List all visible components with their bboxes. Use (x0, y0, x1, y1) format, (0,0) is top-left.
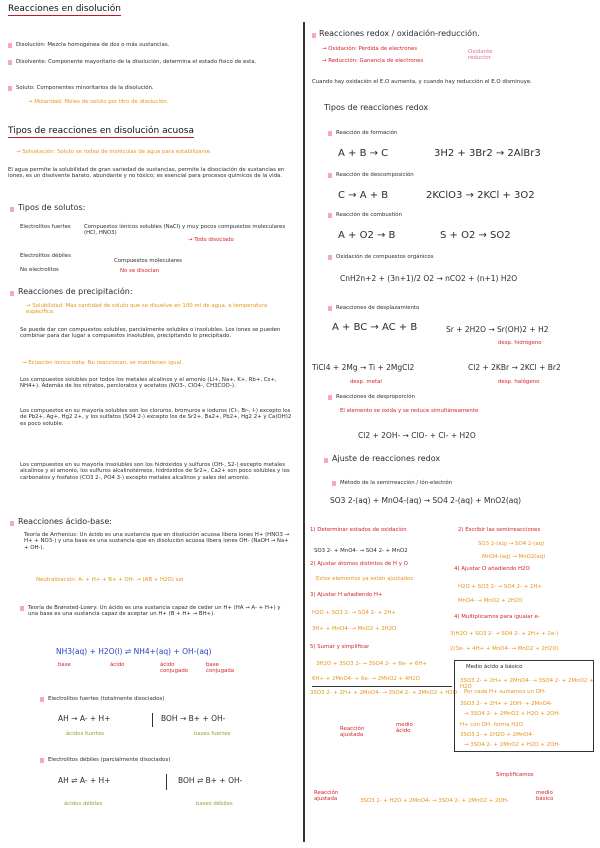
oxidante-reductor: Oxidante reductor (468, 49, 493, 62)
medio-line-7: → 3SO4 2- + 2MnO2 + H2O + 2OH- (464, 742, 561, 748)
step-4-multiplicar: 4) Multiplicamos para igualar e- (454, 614, 540, 620)
agua-text: El agua permite la solubilidad de gran variedad de sustancias, permite la disociación de sustancias en iones, es un disolvente barato, abundante y no tóxico; es esencial para procesos químicos de la vida. (8, 167, 285, 180)
bullet-icon (20, 606, 24, 611)
medio-line-2: Por cada H+ sumamos un OH- (464, 689, 546, 695)
semi-eq-a: SO3 2-(aq) → SO4 2-(aq) (478, 541, 545, 547)
molaridad-note: → Molaridad: Moles de soluto por litro de disolución. (28, 99, 169, 105)
organicos-eq: CnH2n+2 + (3n+1)/2 O2 → nCO2 + (n+1) H2O (340, 274, 518, 283)
neutralizacion-eq: Neutralización: A- + H+ + B+ + OH- → (AB + H2O) sal (36, 577, 184, 583)
fuertes-title: Electrolitos fuertes (totalmente disociados) (48, 696, 165, 702)
medio-line-3: 3SO3 2- + 2H+ + 2OH- + 2MnO4- (460, 701, 553, 707)
bullet-icon (10, 291, 14, 296)
desp-metal-label: desp. metal (350, 379, 382, 385)
title-tipos-reacciones: Tipos de reacciones en disolución acuosa (8, 126, 194, 136)
desplazamiento-eq-halogeno: Cl2 + 2KBr → 2KCl + Br2 (468, 363, 561, 372)
bullet-icon (10, 207, 14, 212)
simplificamos-label: Simplificamos (496, 772, 534, 778)
bullet-icon (332, 481, 336, 486)
bullet-icon (328, 306, 332, 311)
desp-hidrogeno-label: desp. hidrógeno (498, 340, 542, 346)
reaccion-ajustada-label: Reacción ajustada (340, 726, 365, 739)
descomposicion-eq-general: C → A + B (338, 190, 389, 201)
nh3-equation: NH3(aq) + H2O(l) ⇌ NH4+(aq) + OH-(aq) (56, 647, 212, 656)
mult-eq-a: 3(H2O + SO3 2- → SO4 2- + 2H+ + 2e-) (450, 631, 559, 637)
def-disolvente: Disolvente: Componente mayoritario de la disolución, determina el estado físico de esta. (16, 59, 257, 65)
mult-eq-b: 2(3e- + 4H+ + MnO4- → MnO2 + 2H2O) (450, 646, 559, 652)
medio-acido-label: medio ácido (396, 722, 413, 735)
bullet-icon (328, 213, 332, 218)
oxidacion-def: → Oxidación: Pérdida de electrones (322, 46, 418, 52)
cuando-text: Cuando hay oxidación el E.O aumenta, y cuando hay reducción el E.O disminuye. (312, 79, 532, 85)
reduccion-def: → Reducción: Ganancia de electrones (322, 58, 424, 64)
desplazamiento-eq-metal: TiCl4 + 2Mg → Ti + 2MgCl2 (312, 363, 415, 372)
debiles-eq-acid: AH ⇌ A- + H+ (58, 776, 111, 785)
reaccion-ajustada-label-2: Reacción ajustada (314, 790, 339, 803)
bronsted-text: Teoría de Brønsted-Lowry: Un ácido es una sustancia capaz de ceder un H+ (HA → A- + H+) y una base es una sustancia capaz de aceptar un H+ (B + H+ → BH+). (28, 605, 281, 618)
medio-line-6: 3SO3 2- + 2H2O + 2MnO4- (460, 732, 534, 738)
label-acido-conjugado: ácido conjugado (160, 662, 189, 675)
fuertes-eq-base: BOH → B+ + OH- (161, 714, 226, 723)
no-se-disocian: No se disocian (120, 268, 160, 274)
bullet-icon (328, 131, 332, 136)
bullet-icon (40, 758, 44, 763)
bullet-icon (328, 173, 332, 178)
step-5: 5) Sumar y simplificar (310, 644, 370, 650)
desplazamiento-eq-hidrogeno: Sr + 2H2O → Sr(OH)2 + H2 (446, 325, 549, 334)
bullet-icon (312, 33, 316, 38)
step-4-eq-a: H2O + SO3 2- → SO4 2- + 2H+ (458, 584, 542, 590)
step-1-eq: SO3 2- + MnO4- → SO4 2- + MnO2 (314, 548, 408, 554)
bullet-icon (10, 521, 14, 526)
semi-eq-b: MnO4-(aq) → MnO2(aq) (482, 554, 546, 560)
desproporcion-text: El elemento se oxida y se reduce simultáneamente (340, 408, 479, 414)
step-5-result: 3SO3 2- + 2H+ + 2MnO4- → 3SO4 2- + 2MnO2 + H2O (310, 690, 457, 696)
step-1: 1) Determinar estados de oxidación (310, 527, 407, 533)
precipitacion-title: Reacciones de precipitación: (18, 287, 133, 296)
ecuacion-ionica-note: → Ecuación iónica neta: No reaccionan, se mantienen igual. (22, 360, 184, 366)
desp-halogeno-label: desp. halógeno (498, 379, 540, 385)
electrolitos-debiles-label: Electrolitos débiles (20, 253, 71, 259)
medio-title: Medio ácido a básico (466, 664, 523, 670)
def-disolucion: Disolución: Mezcla homogénea de dos o más sustancias. (16, 42, 170, 48)
precip-text-2: Los compuestos solubles por todos los metales alcalinos y el amonio (Li+, Na+, K+, Rb+, Cs+, NH4+). Además de los nitratos, percloratos y acetatos (NO3-, ClO4-, CH3COO-). (20, 377, 277, 390)
label-base: base (58, 662, 71, 668)
title-reacciones-disolucion: Reacciones en disolución (8, 4, 121, 14)
precip-text-3: Los compuestos en su mayoría solubles son los cloruros, bromuros e ioduros (Cl-, Br-, I-) excepto los de Pb2+, Ag+, Hg2 2+, y los sulfatos (SO4 2-) excepto los de Sr2+, Ba2+, Pb2+, Hg2 2+ y Ca(OH)2 es poco soluble. (20, 408, 292, 427)
separator (152, 713, 153, 727)
label-base-conjugada: base conjugada (206, 662, 235, 675)
step-3-eq-a: H2O + SO3 2- → SO4 2- + 2H+ (312, 610, 396, 616)
def-soluto: Soluto: Componentes minoritarios de la disolución. (16, 85, 154, 91)
redox-title: Reacciones redox / oxidación-reducción. (319, 29, 480, 38)
medio-line-5: H+ con OH- forma H2O (460, 722, 523, 728)
label-acido: ácido (110, 662, 125, 668)
solubilidad-note: → Solubilidad: Máx cantidad de soluto que se disuelve en 100 ml de agua, a temperatura específica. (26, 303, 268, 316)
debiles-base-label: bases débiles (196, 801, 233, 807)
arrhenius-text: Teoría de Arrhenius: Un ácido es una sustancia que en disolución acuosa libera iones H+ (HNO3 → H+ + NO3-) y una base es una sustancia que en disolución acuosa libera iones OH- (NaOH → Na+ + OH-). (24, 532, 290, 551)
step-2-note: Estos elementos ya están ajustados (316, 576, 414, 582)
separator (166, 774, 167, 790)
medio-basico-label: medio básico (536, 790, 554, 803)
combustion-eq-general: A + O2 → B (338, 230, 396, 241)
combustion-eq-example: S + O2 → SO2 (440, 230, 511, 241)
ajuste-title: Ajuste de reacciones redox (332, 454, 441, 463)
organicos-label: Oxidación de compuestos orgánicos (336, 254, 434, 260)
tipos-solutos-title: Tipos de solutos: (18, 203, 86, 212)
step-5-eq-b: 6H+ + 2MnO4- + 6e- → 2MnO2 + 4H2O (312, 676, 420, 682)
electrolitos-fuertes-label: Electrolitos fuertes (20, 224, 71, 230)
fuertes-eq-acid: AH → A- + H+ (58, 714, 111, 723)
desproporcion-eq: Cl2 + 2OH- → ClO- + Cl- + H2O (358, 431, 476, 440)
step-4-eq-b: MnO4- → MnO2 + 2H2O (458, 598, 523, 604)
metodo-label: Método de la semirreacción / ión-electrón (340, 480, 453, 486)
combinacion-eq-example: 3H2 + 3Br2 → 2AlBr3 (434, 148, 541, 159)
tipos-redox-title: Tipos de reacciones redox (324, 103, 429, 112)
column-divider (303, 22, 305, 842)
bullet-icon (328, 255, 332, 260)
bullet-icon (328, 395, 332, 400)
bullet-icon (8, 60, 12, 65)
no-electrolitos-label: No electrolitos (20, 267, 59, 273)
final-equation: 3SO3 2- + H2O + 2MnO4- → 3SO4 2- + 2MnO2 + 2OH- (360, 798, 509, 804)
electrolitos-fuertes-desc: Compuestos iónicos solubles (NaCl) y muy pocos compuestos moleculares (HCl, HNO3) (84, 224, 286, 237)
debiles-title: Electrolitos débiles (parcialmente disociados) (48, 757, 171, 763)
step-2-semirreacciones: 2) Escribir las semirreacciones (458, 527, 541, 533)
descomposicion-label: Reacción de descomposición (336, 172, 414, 178)
precip-text-1: Se puede dar con compuestos solubles, parcialmente solubles o insolubles. Los iones se pueden combinar para dar lugar a compuestos insolubles, precipitando lo precipitado. (20, 327, 281, 340)
step-4-o: 4) Ajustar O añadiendo H2O (454, 566, 530, 572)
medio-line-1: 3SO3 2- + 2H+ + 2MnO4- → 3SO4 2- + 2MnO2 + H2O (460, 678, 594, 691)
debiles-acid-label: ácidos débiles (64, 801, 103, 807)
bullet-icon (8, 43, 12, 48)
step-5-eq-a: 3H2O + 3SO3 2- → 3SO4 2- + 6e- + 6H+ (316, 661, 427, 667)
precip-text-4: Los compuestos en su mayoría insolubles son los hidróxidos y sulfuros (OH-, S2-) excepto metales alcalinos y el amonio, los sulfuros alcalinotérreos, hidróxidos de Sr2+, Ca2+ son poco solubles y los carbonatos y fosfatos (CO3 2-, PO4 3-) excepto metales alcalinos y sales del amonio. (20, 462, 290, 481)
desplazamiento-eq-general: A + BC → AC + B (332, 322, 418, 333)
combinacion-label: Reacción de formación (336, 130, 398, 136)
debiles-eq-base: BOH ⇌ B+ + OH- (178, 776, 243, 785)
combinacion-eq-general: A + B → C (338, 148, 389, 159)
medio-line-4: → 3SO4 2- + 2MnO2 + H2O + 2OH- (464, 711, 561, 717)
bullet-icon (8, 86, 12, 91)
fuertes-base-label: bases fuertes (194, 731, 231, 737)
sum-line (312, 686, 452, 687)
solvatacion-note: → Solvatación: Soluto se rodea de moléculas de agua para estabilizarse. (16, 149, 212, 155)
bullet-icon (40, 697, 44, 702)
metodo-equation: SO3 2-(aq) + MnO4-(aq) → SO4 2-(aq) + MnO2(aq) (330, 496, 522, 505)
acido-base-title: Reacciones ácido-base: (18, 517, 112, 526)
desproporcion-label: Reacciones de desproporción (336, 394, 415, 400)
compuestos-moleculares: Compuestos moleculares (114, 258, 182, 264)
step-3: 3) Ajustar H añadiendo H+ (310, 592, 383, 598)
desplazamiento-label: Reacciones de desplazamiento (336, 305, 420, 311)
combustion-label: Reacción de combustión (336, 212, 402, 218)
todo-disociado-note: → Todo disociado (188, 237, 234, 243)
fuertes-acid-label: ácidos fuertes (66, 731, 105, 737)
descomposicion-eq-example: 2KClO3 → 2KCl + 3O2 (426, 190, 535, 201)
step-3-eq-b: 3H+ + MnO4- → MnO2 + 2H2O (312, 626, 397, 632)
step-2-atoms: 2) Ajustar átomos distintos de H y O (310, 561, 408, 567)
bullet-icon (324, 458, 328, 463)
